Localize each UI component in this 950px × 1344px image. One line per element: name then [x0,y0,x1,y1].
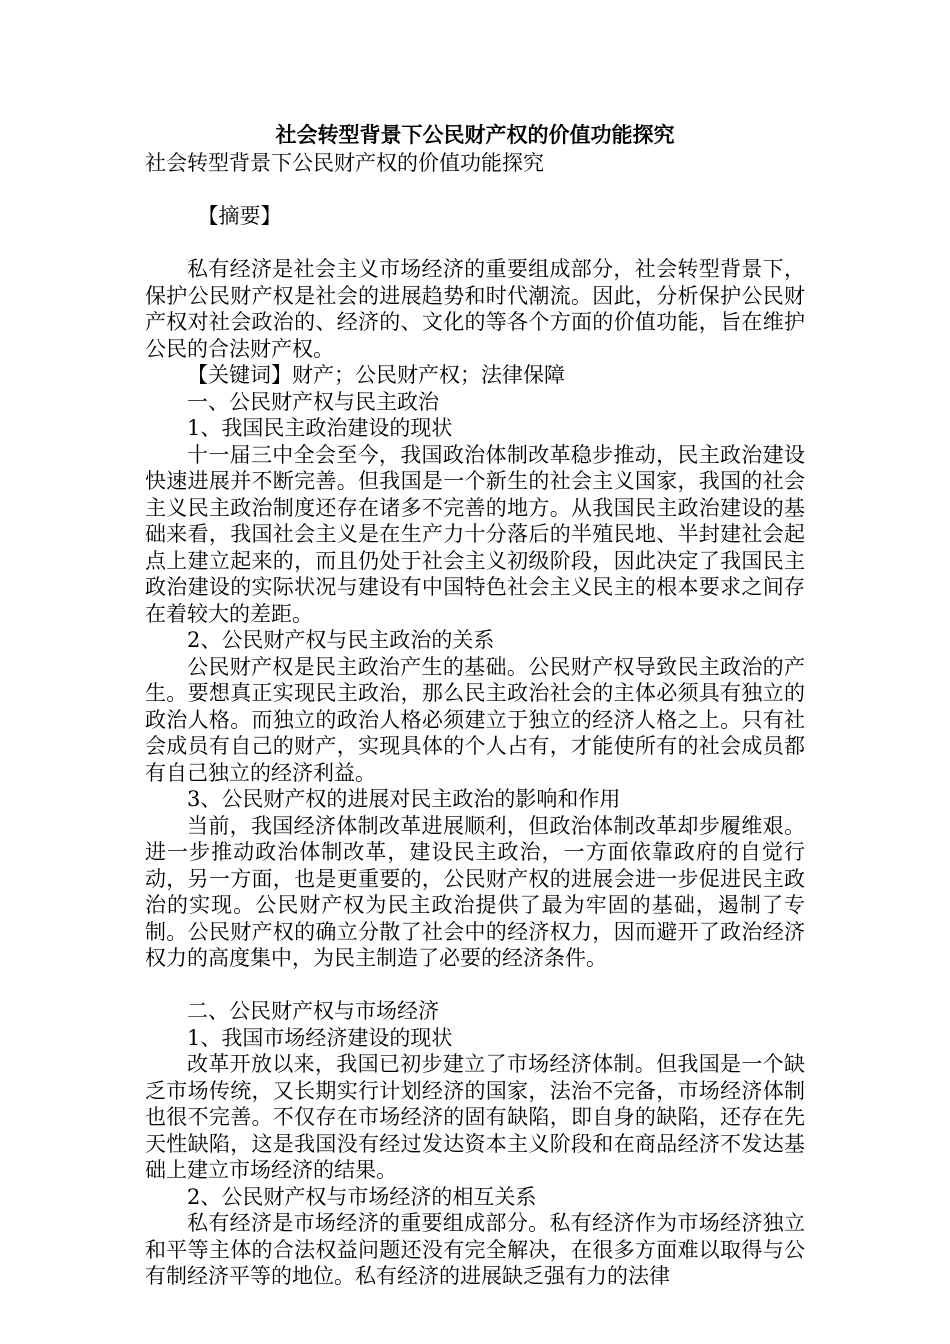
section-1-2-heading: 2、公民财产权与民主政治的关系 [187,628,495,652]
document-body [145,150,805,1290]
section-1-1-paragraph: 十一届三中全会至今，我国政治体制改革稳步推动，民主政治建设快速进展并不断完善。但我国是一个新生的社会主义国家，我国的社会主义民主政治制度还存在诸多不完善的地方。从我国民主政治建设的基础来看，我国社会主义是在生产力十分落后的半殖民地、半封建社会起点上建立起来的，而且仍处于社会主义初级阶段，因此决定了我国民主政治建设的实际状况与建设有中国特色社会主义民主的根本要求之间存在着较大的差距。 [145,442,805,626]
section-2-1-paragraph: 改革开放以来，我国已初步建立了市场经济体制。但我国是一个缺乏市场传统，又长期实行计划经济的国家，法治不完备，市场经济体制也很不完善。不仅存在市场经济的固有缺陷，即自身的缺陷，还存在先天性缺陷，这是我国没有经过发达资本主义阶段和在商品经济不发达基础上建立市场经济的结果。 [145,1052,805,1182]
blank-line [145,230,805,257]
abstract-heading: 【摘要】 [197,204,282,228]
section-1-3-paragraph: 当前，我国经济体制改革进展顺利，但政治体制改革却步履维艰。进一步推动政治体制改革，建设民主政治，一方面依靠政府的自觉行动，另一方面，也是更重要的，公民财产权的进展会进一步促进民主政治的实现。公民财产权为民主政治提供了最为牢固的基础，遏制了专制。公民财产权的确立分散了社会中的经济权力，因而避开了政治经济权力的高度集中，为民主制造了必要的经济条件。 [145,813,805,970]
section-1-1-heading: 1、我国民主政治建设的现状 [187,416,453,440]
section-1-heading: 一、公民财产权与民主政治 [187,389,439,414]
blank-line [145,972,805,999]
abstract-paragraph: 私有经济是社会主义市场经济的重要组成部分，社会转型背景下，保护公民财产权是社会的进展趋势和时代潮流。因此，分析保护公民财产权对社会政治的、经济的、文化的等各个方面的价值功能，旨在维护公民的合法财产权。 [145,257,805,361]
section-2-2-paragraph: 私有经济是市场经济的重要组成部分。私有经济作为市场经济独立和平等主体的合法权益问题还没有完全解决，在很多方面难以取得与公有制经济平等的地位。私有经济的进展缺乏强有力的法律 [145,1211,805,1288]
section-1-2-paragraph: 公民财产权是民主政治产生的基础。公民财产权导致民主政治的产生。要想真正实现民主政治，那么民主政治社会的主体必须具有独立的政治人格。而独立的政治人格必须建立于独立的经济人格之上。只有社会成员有自己的财产，实现具体的个人占有，才能使所有的社会成员都有自己独立的经济利益。 [145,654,805,785]
section-2-2-heading: 2、公民财产权与市场经济的相互关系 [187,1184,537,1209]
document-title: 社会转型背景下公民财产权的价值功能探究 [275,123,675,147]
section-1-3-heading: 3、公民财产权的进展对民主政治的影响和作用 [187,787,621,811]
blank-line [145,177,805,204]
keywords-line: 【关键词】财产；公民财产权；法律保障 [187,363,565,387]
section-2-1-heading: 1、我国市场经济建设的现状 [187,1025,453,1050]
section-2-heading: 二、公民财产权与市场经济 [187,999,439,1023]
document-subtitle: 社会转型背景下公民财产权的价值功能探究 [145,151,544,175]
